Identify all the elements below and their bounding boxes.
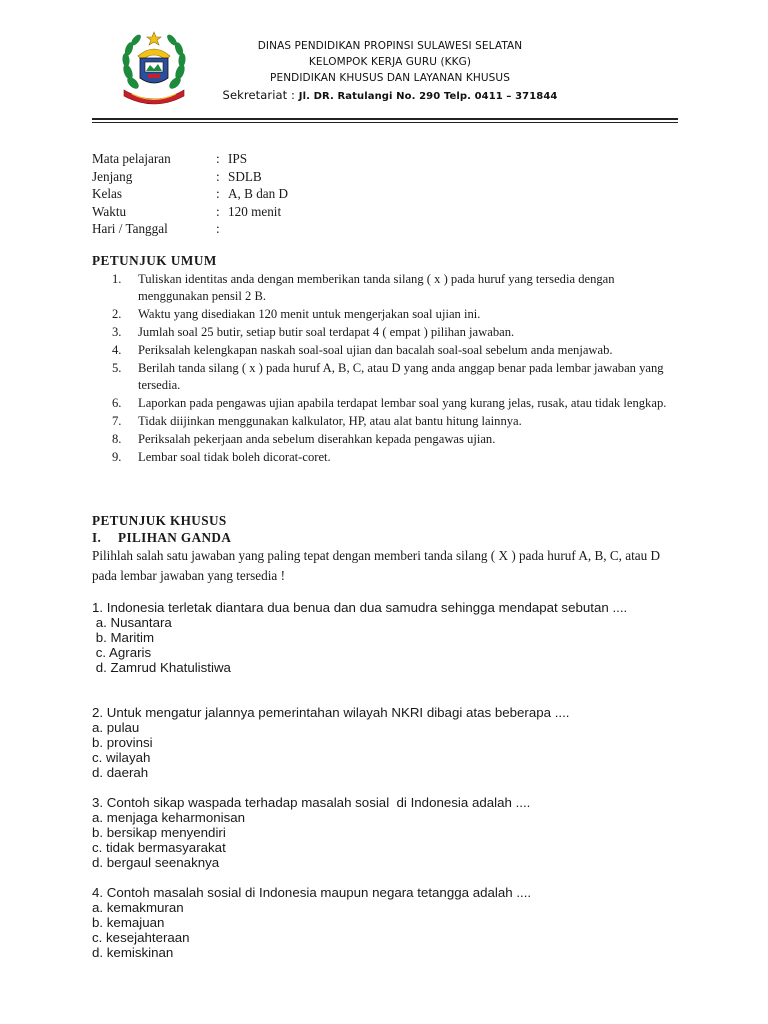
header-address-value: Jl. DR. Ratulangi No. 290 Telp. 0411 – 371844	[298, 91, 558, 102]
identity-value: IPS	[228, 151, 248, 166]
identity-colon: :	[216, 221, 220, 236]
answer-option: a. menjaga keharmonisan	[92, 810, 246, 825]
list-item	[112, 413, 672, 430]
answer-option: c. wilayah	[92, 750, 151, 765]
identity-label: Waktu	[92, 203, 127, 219]
list-item-number: 8.	[112, 432, 122, 446]
list-item-text: Tuliskan identitas anda dengan memberikan tanda silang ( x ) pada huruf yang tersedia dengan menggunakan pensil 2 B.	[138, 272, 615, 303]
sulawesi-selatan-emblem-icon	[118, 28, 190, 106]
header-department-name: PENDIDIKAN KHUSUS DAN LAYANAN KHUSUS	[270, 72, 510, 84]
list-item-number: 5.	[112, 361, 122, 375]
list-item-text: Laporkan pada pengawas ujian apabila terdapat lembar soal yang kurang jelas, rusak, atau tidak lengkap.	[138, 396, 667, 410]
question-1	[92, 600, 682, 675]
answer-option: c. tidak bermasyarakat	[92, 840, 226, 855]
answer-option: b. provinsi	[92, 735, 153, 750]
list-item	[112, 360, 672, 394]
header-group-name: KELOMPOK KERJA GURU (KKG)	[308, 56, 472, 68]
identity-label: Hari / Tanggal	[92, 221, 168, 236]
list-item	[112, 395, 672, 412]
special-instructions-heading: PETUNJUK KHUSUS	[92, 513, 227, 528]
list-item	[112, 306, 672, 323]
list-item-number: 2.	[112, 307, 122, 321]
general-instructions-heading: PETUNJUK UMUM	[92, 253, 217, 268]
identity-value: SDLB	[228, 168, 262, 184]
answer-option: d. Zamrud Khatulistiwa	[92, 660, 231, 675]
header-agency-name: DINAS PENDIDIKAN PROPINSI SULAWESI SELATAN	[257, 40, 523, 52]
header-address-label: Sekretariat :	[222, 88, 295, 102]
identity-label: Mata pelajaran	[92, 151, 171, 166]
header-rule-thin	[92, 122, 678, 123]
identity-label: Jenjang	[92, 168, 133, 184]
identity-value: 120 menit	[228, 203, 282, 219]
header-rule-thick	[92, 118, 678, 120]
list-item	[112, 342, 672, 359]
answer-option: c. kesejahteraan	[92, 930, 190, 945]
answer-option: a. Nusantara	[92, 615, 172, 630]
list-item	[112, 431, 672, 448]
question-stem: 4. Contoh masalah sosial di Indonesia maupun negara tetangga adalah ....	[92, 885, 532, 900]
answer-option: a. pulau	[92, 720, 140, 735]
question-2	[92, 705, 682, 780]
identity-colon: :	[216, 151, 220, 166]
list-item-number: 9.	[112, 450, 122, 464]
identity-colon: :	[216, 186, 220, 201]
answer-option: c. Agraris	[92, 645, 152, 660]
answer-option: b. kemajuan	[92, 915, 165, 930]
list-item-text: Jumlah soal 25 butir, setiap butir soal terdapat 4 ( empat ) pilihan jawaban.	[138, 325, 515, 339]
identity-colon: :	[216, 203, 220, 219]
list-item-number: 4.	[112, 343, 122, 357]
list-item-text: Waktu yang disediakan 120 menit untuk mengerjakan soal ujian ini.	[138, 307, 481, 321]
list-item	[112, 271, 672, 305]
question-stem: 2. Untuk mengatur jalannya pemerintahan wilayah NKRI dibagi atas beberapa ....	[92, 705, 570, 720]
question-stem: 3. Contoh sikap waspada terhadap masalah sosial di Indonesia adalah ....	[92, 795, 531, 810]
list-item-text: Periksalah pekerjaan anda sebelum diserahkan kepada pengawas ujian.	[138, 432, 496, 446]
list-item-number: 6.	[112, 396, 122, 410]
question-4	[92, 885, 682, 960]
answer-option: b. Maritim	[92, 630, 155, 645]
identity-value: A, B dan D	[228, 186, 289, 201]
answer-option: a. kemakmuran	[92, 900, 184, 915]
identity-colon: :	[216, 168, 220, 184]
identity-label: Kelas	[92, 186, 123, 201]
header-address	[200, 88, 580, 102]
section-title: PILIHAN GANDA	[118, 530, 232, 545]
section-number: I.	[92, 530, 102, 545]
list-item	[112, 449, 672, 466]
multiple-choice-instruction: Pilihlah salah satu jawaban yang paling tepat dengan memberi tanda silang ( X ) pada huruf A, B, C, atau D pada lembar jawaban yang tersedia !	[92, 548, 661, 583]
list-item	[112, 324, 672, 341]
answer-option: b. bersikap menyendiri	[92, 825, 226, 840]
list-item-text: Tidak diijinkan menggunakan kalkulator, HP, atau alat bantu hitung lainnya.	[138, 414, 522, 428]
section-multiple-choice-heading	[92, 530, 231, 546]
question-stem: 1. Indonesia terletak diantara dua benua dan dua samudra sehingga mendapat sebutan ....	[92, 600, 628, 615]
answer-option: d. bergaul seenaknya	[92, 855, 220, 870]
list-item-text: Lembar soal tidak boleh dicorat-coret.	[138, 450, 331, 464]
list-item-text: Periksalah kelengkapan naskah soal-soal ujian dan bacalah soal-soal sebelum anda menjawab.	[138, 343, 613, 357]
list-item-text: Berilah tanda silang ( x ) pada huruf A, B, C, atau D yang anda anggap benar pada lembar jawaban yang tersedia.	[138, 361, 664, 392]
question-3	[92, 795, 682, 870]
answer-option: d. kemiskinan	[92, 945, 174, 960]
general-instructions-list	[112, 271, 672, 467]
list-item-number: 7.	[112, 414, 122, 428]
list-item-number: 1.	[112, 272, 122, 286]
answer-option: d. daerah	[92, 765, 149, 780]
list-item-number: 3.	[112, 325, 122, 339]
